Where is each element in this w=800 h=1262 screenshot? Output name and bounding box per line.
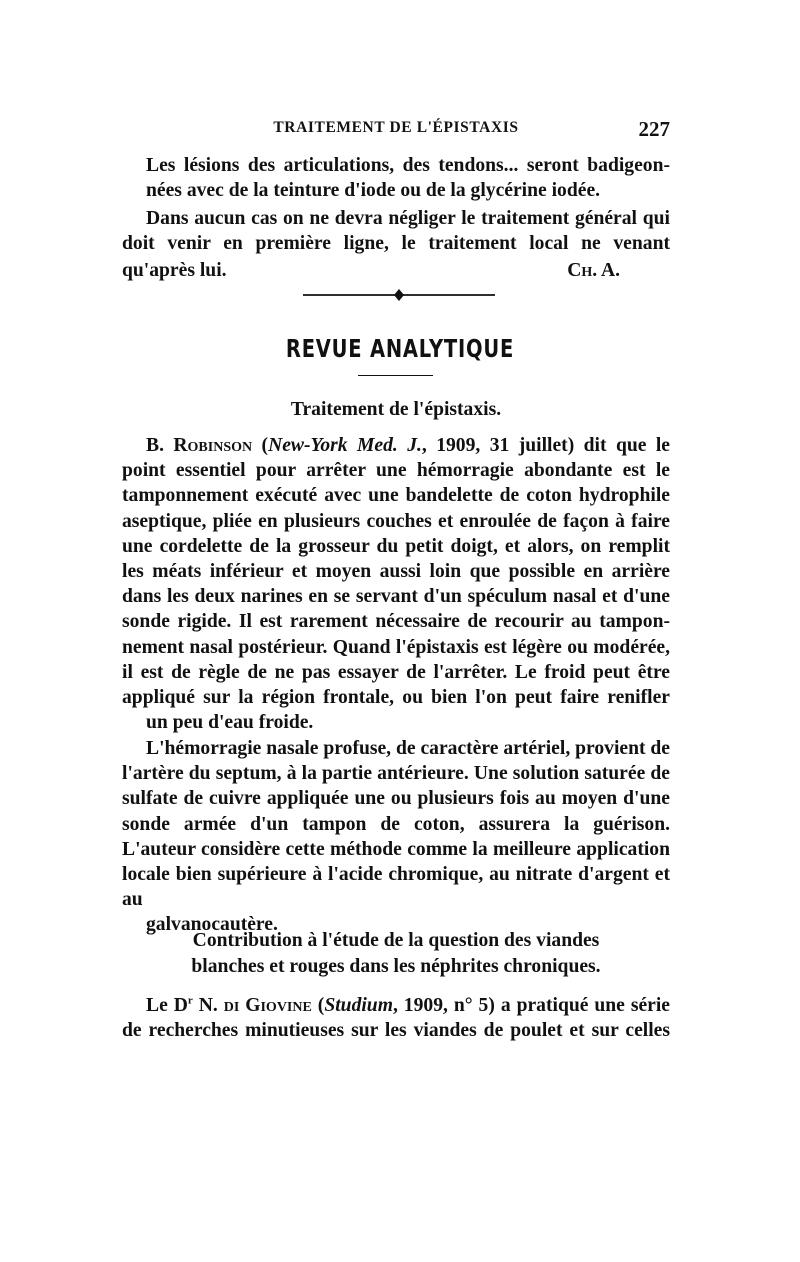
section-title: REVUE ANALYTIQUE: [285, 334, 515, 363]
article1-paragraph-2: [122, 736, 670, 938]
text-run: a pratiqué une série: [494, 994, 670, 1016]
author-name: B. Robinson: [146, 435, 253, 456]
text-line: qui doit venir en première ligne, le traitement local ne venant: [122, 208, 670, 255]
citation-details: , 1909, n° 5): [392, 994, 495, 1016]
text-line: une cordelette de la grosseur du petit doigt, et alors, on remplit: [122, 535, 670, 557]
intro-closing-line: [122, 258, 620, 283]
heading-line: blanches et rouges dans les néphrites chroniques.: [191, 956, 601, 977]
article1-paragraph-1: [122, 433, 670, 735]
text-line: B. Robinson (New-York Med. J., 1909, 31 juillet) dit que le: [146, 435, 670, 456]
text-line: considère cette méthode comme la meilleure application locale: [122, 838, 670, 886]
text-line: bien supérieure à l'acide chromique, au nitrate d'argent et au: [122, 864, 670, 911]
running-title: TRAITEMENT DE L'ÉPISTAXIS: [273, 119, 519, 136]
article2-paragraph: [122, 988, 670, 1043]
text-line: un peu d'eau froide.: [146, 712, 314, 734]
text-run: dit que le: [574, 435, 670, 456]
author-name: N. di Giovine: [192, 994, 312, 1016]
text-line: l'artère du septum, à la partie antérieure. Une solution saturée de: [122, 763, 670, 785]
text-line: tamponnement exécuté avec une bandelette de coton hydrophile: [122, 485, 670, 507]
text-line: les méats inférieur et moyen aussi loin que possible en arrière: [122, 561, 670, 583]
text-line: de recherches minutieuses sur les viandes de poulet et sur celles: [122, 1019, 670, 1041]
text-run: (: [311, 994, 325, 1016]
text-line: L'hémorragie nasale profuse, de caractère artériel, provient de: [146, 738, 670, 759]
text-line: point essentiel pour arrêter une hémorragie abondante est le: [122, 460, 670, 482]
page-number: 227: [638, 117, 670, 141]
text-line: sulfate de cuivre appliquée une ou plusieurs fois au moyen d'une: [122, 788, 670, 810]
article1-heading: Traitement de l'épistaxis.: [290, 399, 502, 420]
text-run: Le D: [146, 994, 188, 1016]
text-line: qu'après lui.: [122, 260, 227, 281]
intro-paragraph-2: [122, 206, 670, 256]
signature: Ch. A.: [567, 260, 620, 281]
text-line: appliqué sur la région frontale, ou bien l'on peut faire renifler: [122, 687, 670, 709]
text-line: il est de règle de ne pas essayer de l'arrêter. Le froid peut être: [122, 661, 670, 683]
short-rule: [358, 375, 433, 376]
text-line: [146, 995, 670, 1016]
journal-citation: New-York Med. J.: [268, 435, 422, 456]
heading-line: Contribution à l'étude de la question des viandes: [192, 930, 600, 951]
intro-paragraph-1: [122, 153, 670, 203]
running-head: [122, 117, 670, 141]
text-line: dans les deux narines en se servant d'un spéculum nasal et d'une: [122, 586, 670, 608]
text-line: Les lésions des articulations, des tendons... seront badigeon-: [146, 155, 670, 176]
text-line: sonde armée d'un tampon de coton, assurera la guérison. L'auteur: [122, 813, 670, 860]
ornament-divider: [303, 288, 495, 302]
text-line: Dans aucun cas on ne devra négliger le traitement général: [146, 208, 637, 229]
journal-citation: Studium: [324, 994, 393, 1016]
text-line: nement nasal postérieur. Quand l'épistaxis est légère ou modérée,: [122, 636, 670, 658]
superscript: r: [187, 994, 193, 1006]
text-line: sonde rigide. Il est rarement nécessaire de recourir au tampon-: [122, 611, 670, 633]
text-line: galvanocautère.: [146, 914, 278, 936]
article2-heading: [122, 928, 670, 980]
citation-details: , 1909, 31 juillet): [421, 435, 575, 456]
text-line: nées avec de la teinture d'iode ou de la glycérine iodée.: [146, 180, 601, 202]
text-line: aseptique, pliée en plusieurs couches et enroulée de façon à faire: [122, 510, 670, 532]
